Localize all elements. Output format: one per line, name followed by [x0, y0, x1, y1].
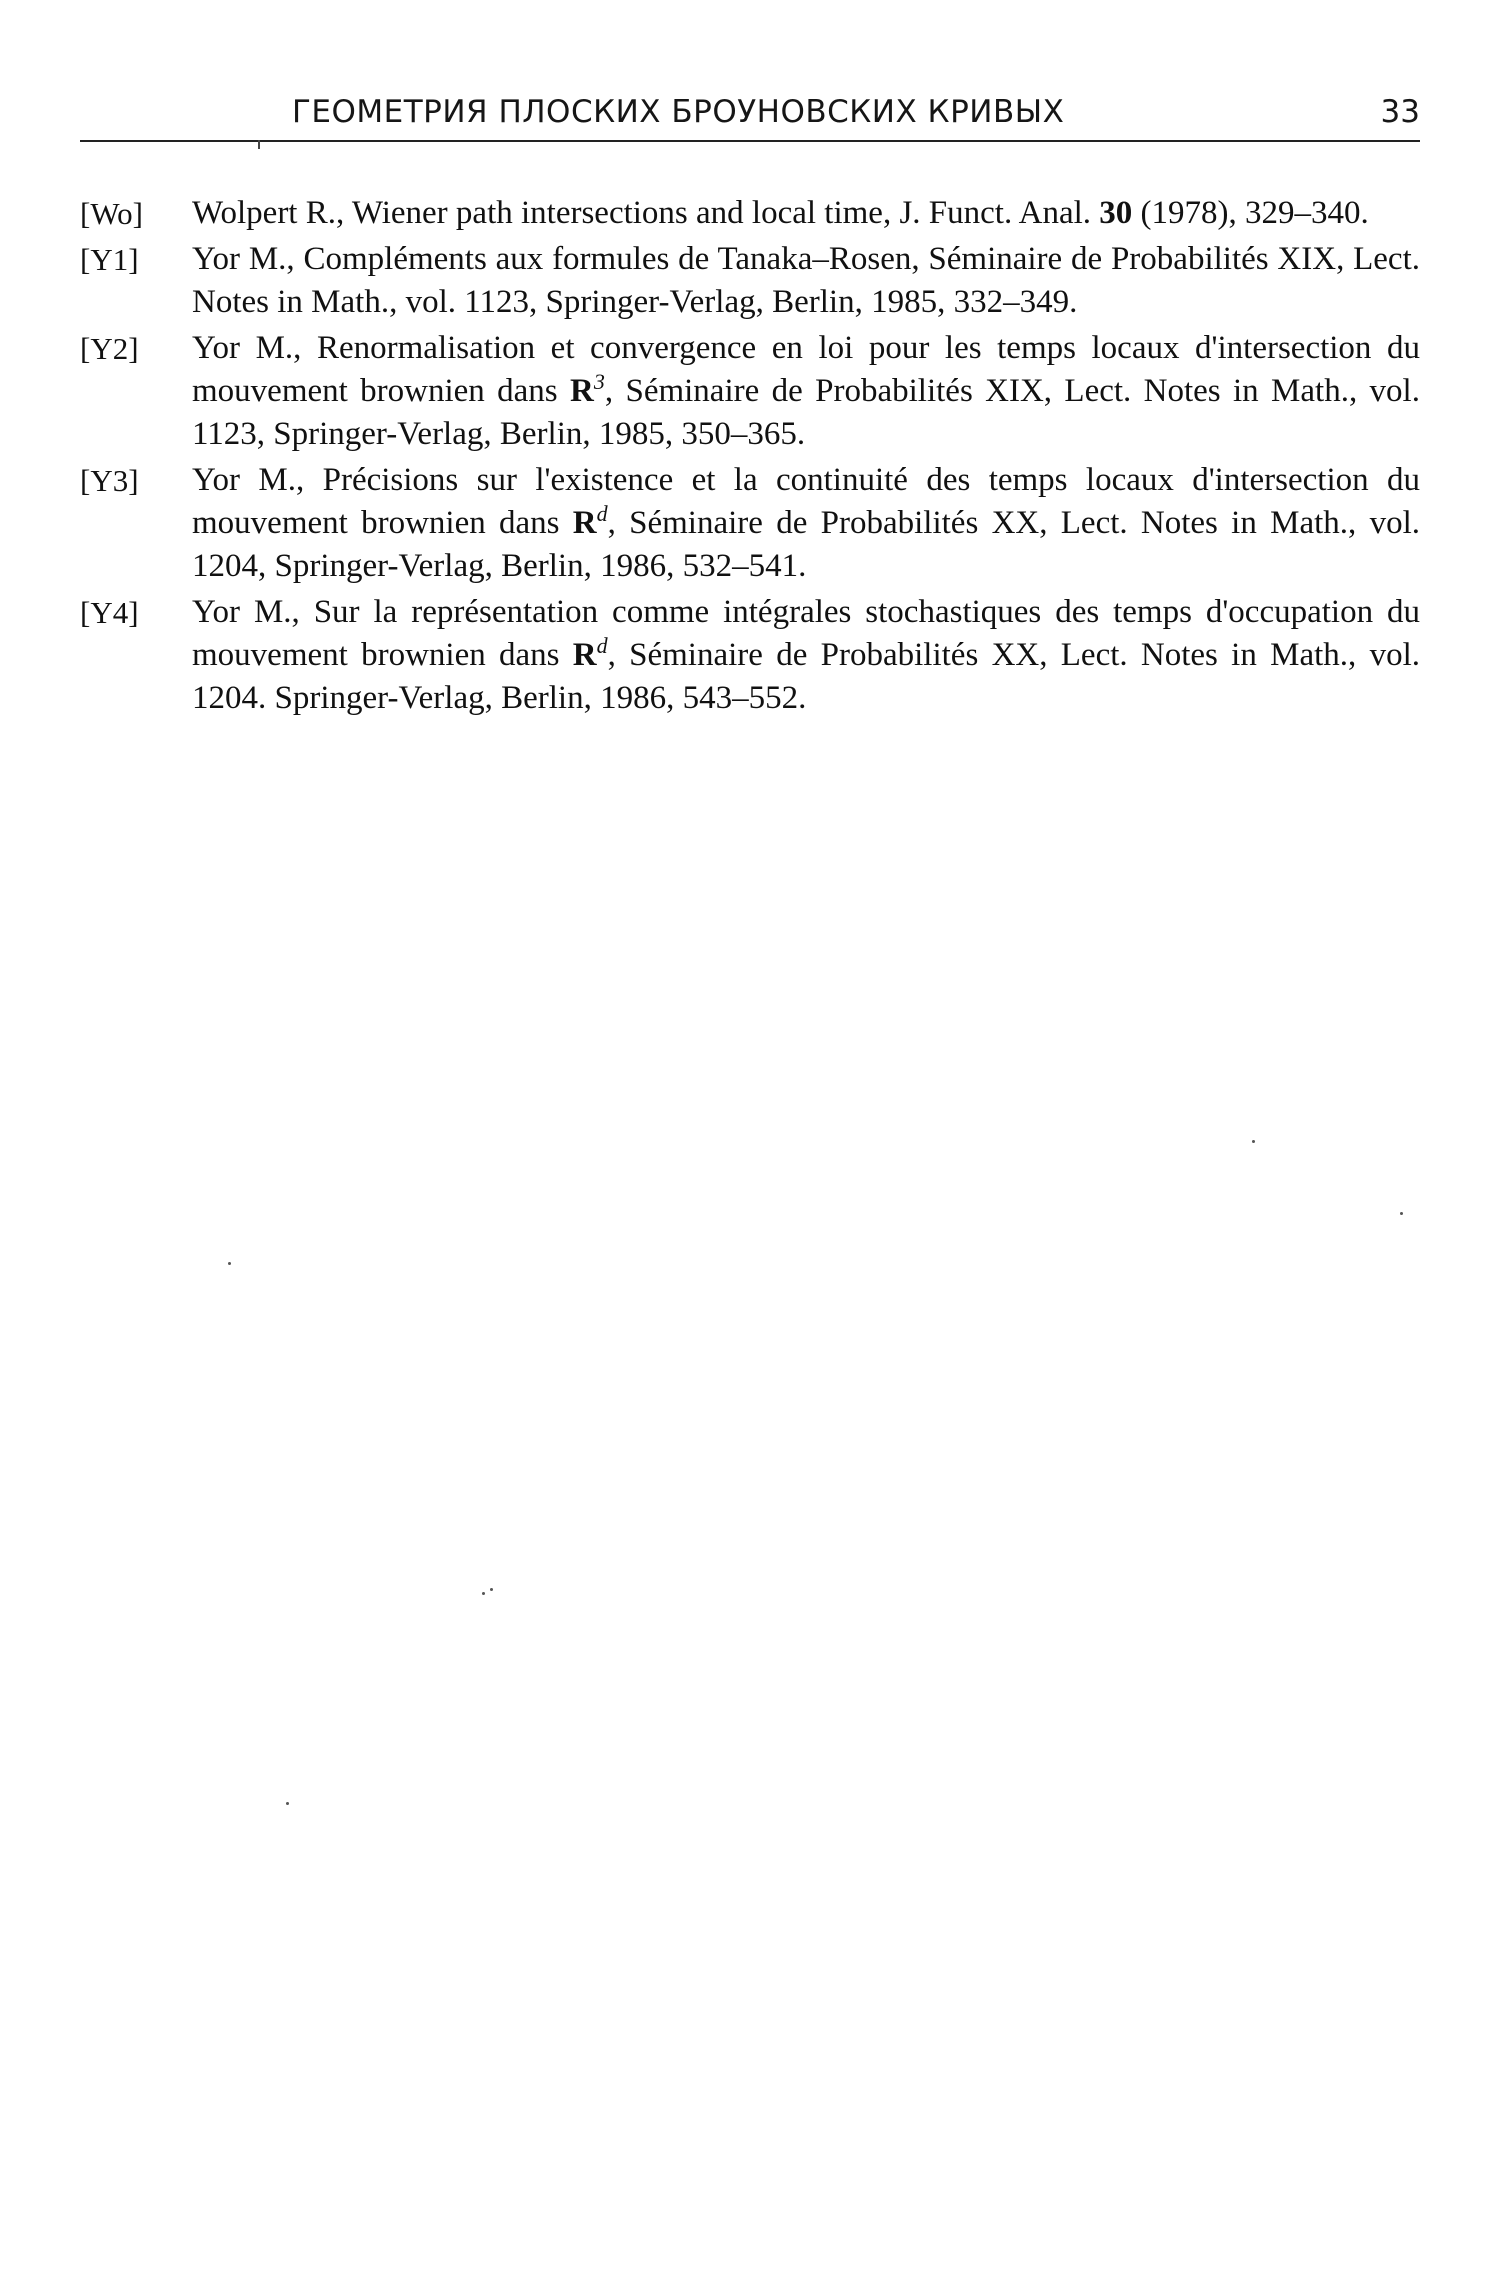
math-space-exponent: d	[596, 501, 608, 526]
reference-list	[80, 192, 1420, 723]
reference-item	[80, 459, 1420, 588]
scan-speck	[286, 1802, 289, 1805]
reference-text: Yor M., Compléments aux formules de Tanaka–Rosen, Séminaire de Probabilités XIX, Lect. Notes in Math., vol. 1123, Springer-Verlag, Berlin, 1985, 332–349.	[192, 241, 1420, 320]
reference-body: Yor M., Renormalisation et convergence en loi pour les temps locaux d'intersection du mouvement brownien dans	[192, 330, 1420, 409]
scan-speck	[1252, 1140, 1255, 1143]
reference-item	[80, 192, 1420, 235]
reference-tail: , Séminaire de Probabilités XX, Lect. Notes in Math., vol. 1204, Springer-Verlag, Berlin, 1986, 532–541.	[192, 505, 1420, 584]
reference-item	[80, 238, 1420, 324]
reference-body: Wolpert R., Wiener path intersections and local time, J. Funct. Anal.	[192, 195, 1100, 231]
header-rule-tick	[258, 140, 260, 149]
reference-text	[192, 327, 1420, 456]
reference-text	[192, 459, 1420, 588]
math-space-symbol: R	[572, 637, 597, 673]
math-space-exponent: d	[596, 633, 608, 658]
reference-tail: (1978), 329–340.	[1132, 195, 1369, 231]
reference-tail: , Séminaire de Probabilités XIX, Lect. Notes in Math., vol. 1123, Springer-Verlag, Berlin, 1985, 350–365.	[192, 373, 1420, 452]
reference-key: [Y2]	[80, 331, 139, 366]
reference-text	[192, 591, 1420, 720]
reference-key: [Y3]	[80, 463, 139, 498]
reference-volume: 30	[1099, 195, 1133, 231]
reference-item	[80, 591, 1420, 720]
scan-speck	[490, 1588, 493, 1591]
reference-body: Yor M., Précisions sur l'existence et la continuité des temps locaux d'intersection du mouvement brownien dans	[192, 462, 1420, 541]
page-number: 33	[1380, 94, 1420, 130]
page-header	[80, 88, 1420, 144]
reference-tail: , Séminaire de Probabilités XX, Lect. Notes in Math., vol. 1204. Springer-Verlag, Berlin, 1986, 543–552.	[192, 637, 1420, 716]
reference-text	[192, 192, 1420, 235]
reference-key: [Wo]	[80, 196, 143, 231]
math-space-symbol: R	[572, 505, 597, 541]
scan-speck	[482, 1592, 485, 1595]
math-space-symbol: R	[570, 373, 594, 409]
reference-key: [Y4]	[80, 595, 139, 630]
scan-speck	[1400, 1212, 1403, 1215]
reference-key: [Y1]	[80, 242, 139, 277]
math-space-exponent: 3	[593, 369, 605, 394]
scan-speck	[228, 1262, 231, 1265]
running-title: ГЕОМЕТРИЯ ПЛОСКИХ БРОУНОВСКИХ КРИВЫХ	[292, 94, 1065, 130]
reference-item	[80, 327, 1420, 456]
reference-body: Yor M., Sur la représentation comme intégrales stochastiques des temps d'occupation du mouvement brownien dans	[192, 594, 1420, 673]
header-rule	[80, 140, 1420, 142]
